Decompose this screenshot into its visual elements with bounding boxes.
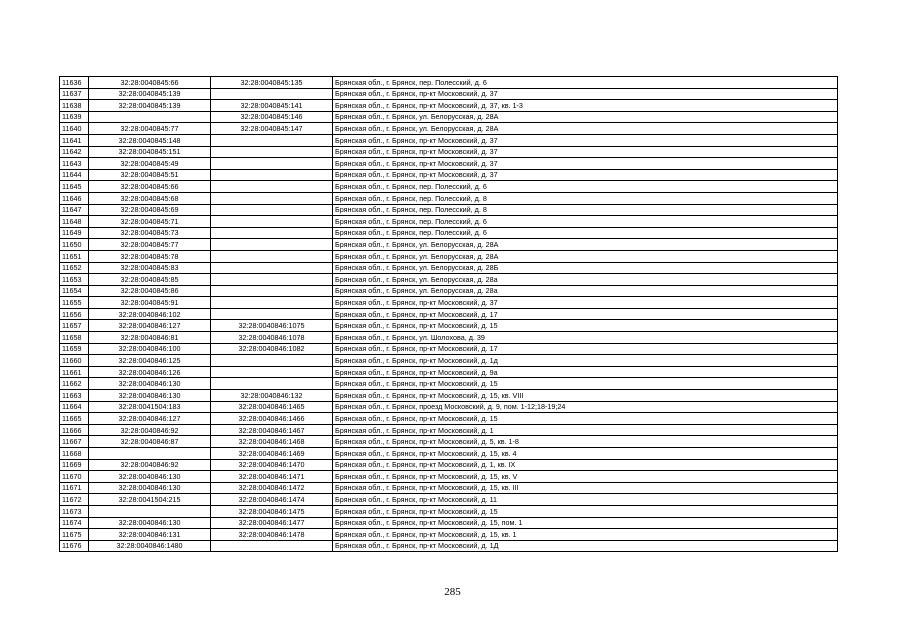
object-number-cell — [211, 181, 333, 193]
row-number-cell: 11665 — [60, 413, 89, 425]
address-cell: Брянская обл., г. Брянск, пер. Полесский, д. 6 — [333, 77, 838, 89]
cadastral-number-cell: 32:28:0040846:130 — [89, 378, 211, 390]
table-row — [60, 100, 838, 112]
table-row — [60, 401, 838, 413]
table-row — [60, 448, 838, 460]
object-number-cell — [211, 250, 333, 262]
address-cell: Брянская обл., г. Брянск, ул. Белорусская, д. 28а — [333, 274, 838, 286]
object-number-cell: 32:28:0040846:1468 — [211, 436, 333, 448]
cadastral-number-cell: 32:28:0040845:77 — [89, 123, 211, 135]
address-cell: Брянская обл., г. Брянск, пр-кт Московский, д. 37 — [333, 134, 838, 146]
object-number-cell: 32:28:0040846:1078 — [211, 332, 333, 344]
address-cell: Брянская обл., г. Брянск, пр-кт Московский, д. 15, кв. VIII — [333, 390, 838, 402]
row-number-cell: 11657 — [60, 320, 89, 332]
cadastral-number-cell: 32:28:0040845:86 — [89, 285, 211, 297]
cadastral-number-cell: 32:28:0040846:92 — [89, 424, 211, 436]
object-number-cell: 32:28:0040846:1477 — [211, 517, 333, 529]
row-number-cell: 11658 — [60, 332, 89, 344]
table-row — [60, 390, 838, 402]
table-row — [60, 227, 838, 239]
address-cell: Брянская обл., г. Брянск, пер. Полесский, д. 8 — [333, 204, 838, 216]
cadastral-number-cell: 32:28:0040846:130 — [89, 471, 211, 483]
address-cell: Брянская обл., г. Брянск, ул. Белорусская, д. 28А — [333, 123, 838, 135]
table-row — [60, 158, 838, 170]
table-row — [60, 343, 838, 355]
cadastral-number-cell — [89, 448, 211, 460]
object-number-cell: 32:28:0040846:1474 — [211, 494, 333, 506]
table-row — [60, 366, 838, 378]
row-number-cell: 11659 — [60, 343, 89, 355]
row-number-cell: 11661 — [60, 366, 89, 378]
table-row — [60, 146, 838, 158]
cadastral-number-cell: 32:28:0041504:215 — [89, 494, 211, 506]
object-number-cell: 32:28:0040846:1082 — [211, 343, 333, 355]
object-number-cell: 32:28:0040845:141 — [211, 100, 333, 112]
address-cell: Брянская обл., г. Брянск, пр-кт Московский, д. 17 — [333, 343, 838, 355]
object-number-cell — [211, 192, 333, 204]
object-number-cell — [211, 366, 333, 378]
table-row — [60, 378, 838, 390]
cadastral-number-cell: 32:28:0040845:73 — [89, 227, 211, 239]
table-row — [60, 355, 838, 367]
table-row — [60, 204, 838, 216]
object-number-cell — [211, 158, 333, 170]
register-table-body — [60, 77, 838, 552]
address-cell: Брянская обл., г. Брянск, проезд Московский, д. 9, пом. 1-12;18-19;24 — [333, 401, 838, 413]
object-number-cell: 32:28:0040845:146 — [211, 111, 333, 123]
register-table — [59, 76, 838, 552]
cadastral-number-cell: 32:28:0040846:130 — [89, 482, 211, 494]
table-row — [60, 181, 838, 193]
table-row — [60, 482, 838, 494]
table-row — [60, 285, 838, 297]
table-row — [60, 494, 838, 506]
cadastral-number-cell: 32:28:0040845:69 — [89, 204, 211, 216]
row-number-cell: 11667 — [60, 436, 89, 448]
table-row — [60, 123, 838, 135]
cadastral-number-cell: 32:28:0040846:130 — [89, 517, 211, 529]
table-row — [60, 436, 838, 448]
object-number-cell: 32:28:0040846:1471 — [211, 471, 333, 483]
cadastral-number-cell: 32:28:0040845:51 — [89, 169, 211, 181]
row-number-cell: 11666 — [60, 424, 89, 436]
table-row — [60, 459, 838, 471]
address-cell: Брянская обл., г. Брянск, пр-кт Московский, д. 17 — [333, 308, 838, 320]
row-number-cell: 11639 — [60, 111, 89, 123]
address-cell: Брянская обл., г. Брянск, пр-кт Московский, д. 1Д — [333, 540, 838, 552]
cadastral-number-cell: 32:28:0040846:126 — [89, 366, 211, 378]
cadastral-number-cell: 32:28:0040845:139 — [89, 88, 211, 100]
page-number: 285 — [444, 586, 461, 598]
row-number-cell: 11651 — [60, 250, 89, 262]
row-number-cell: 11672 — [60, 494, 89, 506]
cadastral-number-cell: 32:28:0040846:127 — [89, 320, 211, 332]
object-number-cell: 32:28:0040846:132 — [211, 390, 333, 402]
cadastral-number-cell: 32:28:0040845:148 — [89, 134, 211, 146]
address-cell: Брянская обл., г. Брянск, пр-кт Московский, д. 11 — [333, 494, 838, 506]
address-cell: Брянская обл., г. Брянск, пр-кт Московский, д. 15, пом. 1 — [333, 517, 838, 529]
cadastral-number-cell: 32:28:0040846:125 — [89, 355, 211, 367]
row-number-cell: 11649 — [60, 227, 89, 239]
address-cell: Брянская обл., г. Брянск, пр-кт Московский, д. 37 — [333, 146, 838, 158]
address-cell: Брянская обл., г. Брянск, пр-кт Московский, д. 15 — [333, 320, 838, 332]
address-cell: Брянская обл., г. Брянск, пр-кт Московский, д. 1, кв. IX — [333, 459, 838, 471]
row-number-cell: 11652 — [60, 262, 89, 274]
cadastral-number-cell: 32:28:0040845:83 — [89, 262, 211, 274]
table-row — [60, 274, 838, 286]
address-cell: Брянская обл., г. Брянск, пр-кт Московский, д. 37 — [333, 158, 838, 170]
cadastral-number-cell: 32:28:0040846:81 — [89, 332, 211, 344]
row-number-cell: 11637 — [60, 88, 89, 100]
row-number-cell: 11646 — [60, 192, 89, 204]
object-number-cell — [211, 169, 333, 181]
cadastral-number-cell: 32:28:0040846:1480 — [89, 540, 211, 552]
object-number-cell — [211, 134, 333, 146]
address-cell: Брянская обл., г. Брянск, пр-кт Московский, д. 37 — [333, 88, 838, 100]
row-number-cell: 11662 — [60, 378, 89, 390]
object-number-cell: 32:28:0040846:1470 — [211, 459, 333, 471]
table-row — [60, 332, 838, 344]
object-number-cell — [211, 540, 333, 552]
row-number-cell: 11654 — [60, 285, 89, 297]
object-number-cell: 32:28:0040846:1469 — [211, 448, 333, 460]
row-number-cell: 11668 — [60, 448, 89, 460]
cadastral-number-cell: 32:28:0040846:131 — [89, 529, 211, 541]
table-row — [60, 111, 838, 123]
address-cell: Брянская обл., г. Брянск, пр-кт Московский, д. 15 — [333, 378, 838, 390]
object-number-cell — [211, 274, 333, 286]
object-number-cell — [211, 227, 333, 239]
object-number-cell — [211, 285, 333, 297]
table-row — [60, 529, 838, 541]
table-row — [60, 320, 838, 332]
row-number-cell: 11664 — [60, 401, 89, 413]
address-cell: Брянская обл., г. Брянск, пр-кт Московский, д. 15, кв. V — [333, 471, 838, 483]
object-number-cell: 32:28:0040845:135 — [211, 77, 333, 89]
cadastral-number-cell — [89, 111, 211, 123]
row-number-cell: 11663 — [60, 390, 89, 402]
object-number-cell — [211, 308, 333, 320]
address-cell: Брянская обл., г. Брянск, ул. Белорусская, д. 28А — [333, 111, 838, 123]
table-row — [60, 424, 838, 436]
row-number-cell: 11647 — [60, 204, 89, 216]
object-number-cell — [211, 262, 333, 274]
address-cell: Брянская обл., г. Брянск, пр-кт Московский, д. 37, кв. 1-3 — [333, 100, 838, 112]
object-number-cell: 32:28:0040846:1465 — [211, 401, 333, 413]
cadastral-number-cell — [89, 505, 211, 517]
row-number-cell: 11673 — [60, 505, 89, 517]
address-cell: Брянская обл., г. Брянск, пр-кт Московский, д. 37 — [333, 297, 838, 309]
object-number-cell: 32:28:0040846:1472 — [211, 482, 333, 494]
table-row — [60, 540, 838, 552]
cadastral-number-cell: 32:28:0040846:92 — [89, 459, 211, 471]
cadastral-number-cell: 32:28:0040845:71 — [89, 216, 211, 228]
cadastral-number-cell: 32:28:0040845:49 — [89, 158, 211, 170]
address-cell: Брянская обл., г. Брянск, ул. Белорусская, д. 28Б — [333, 262, 838, 274]
table-row — [60, 169, 838, 181]
cadastral-number-cell: 32:28:0040845:66 — [89, 181, 211, 193]
object-number-cell — [211, 378, 333, 390]
address-cell: Брянская обл., г. Брянск, пер. Полесский, д. 6 — [333, 181, 838, 193]
table-row — [60, 77, 838, 89]
address-cell: Брянская обл., г. Брянск, ул. Белорусская, д. 28а — [333, 285, 838, 297]
row-number-cell: 11641 — [60, 134, 89, 146]
row-number-cell: 11648 — [60, 216, 89, 228]
table-row — [60, 308, 838, 320]
address-cell: Брянская обл., г. Брянск, пр-кт Московский, д. 37 — [333, 169, 838, 181]
cadastral-number-cell: 32:28:0040846:102 — [89, 308, 211, 320]
object-number-cell: 32:28:0040846:1475 — [211, 505, 333, 517]
object-number-cell — [211, 88, 333, 100]
cadastral-number-cell: 32:28:0041504:183 — [89, 401, 211, 413]
address-cell: Брянская обл., г. Брянск, пр-кт Московский, д. 15 — [333, 413, 838, 425]
object-number-cell — [211, 355, 333, 367]
address-cell: Брянская обл., г. Брянск, пр-кт Московский, д. 15 — [333, 505, 838, 517]
object-number-cell — [211, 146, 333, 158]
row-number-cell: 11660 — [60, 355, 89, 367]
cadastral-number-cell: 32:28:0040846:127 — [89, 413, 211, 425]
row-number-cell: 11671 — [60, 482, 89, 494]
object-number-cell — [211, 216, 333, 228]
object-number-cell — [211, 297, 333, 309]
cadastral-number-cell: 32:28:0040845:85 — [89, 274, 211, 286]
object-number-cell: 32:28:0040845:147 — [211, 123, 333, 135]
row-number-cell: 11650 — [60, 239, 89, 251]
object-number-cell: 32:28:0040846:1467 — [211, 424, 333, 436]
address-cell: Брянская обл., г. Брянск, пр-кт Московский, д. 1д — [333, 355, 838, 367]
table-row — [60, 517, 838, 529]
object-number-cell — [211, 239, 333, 251]
row-number-cell: 11674 — [60, 517, 89, 529]
address-cell: Брянская обл., г. Брянск, пер. Полесский, д. 6 — [333, 216, 838, 228]
row-number-cell: 11655 — [60, 297, 89, 309]
address-cell: Брянская обл., г. Брянск, пр-кт Московский, д. 15, кв. III — [333, 482, 838, 494]
row-number-cell: 11675 — [60, 529, 89, 541]
address-cell: Брянская обл., г. Брянск, ул. Белорусская, д. 28А — [333, 250, 838, 262]
cadastral-number-cell: 32:28:0040846:100 — [89, 343, 211, 355]
cadastral-number-cell: 32:28:0040846:130 — [89, 390, 211, 402]
table-row — [60, 505, 838, 517]
cadastral-number-cell: 32:28:0040845:91 — [89, 297, 211, 309]
cadastral-number-cell: 32:28:0040845:77 — [89, 239, 211, 251]
table-row — [60, 134, 838, 146]
address-cell: Брянская обл., г. Брянск, пр-кт Московский, д. 5, кв. 1-8 — [333, 436, 838, 448]
row-number-cell: 11645 — [60, 181, 89, 193]
address-cell: Брянская обл., г. Брянск, пер. Полесский, д. 6 — [333, 227, 838, 239]
object-number-cell: 32:28:0040846:1466 — [211, 413, 333, 425]
address-cell: Брянская обл., г. Брянск, пер. Полесский, д. 8 — [333, 192, 838, 204]
cadastral-number-cell: 32:28:0040846:87 — [89, 436, 211, 448]
address-cell: Брянская обл., г. Брянск, пр-кт Московский, д. 9а — [333, 366, 838, 378]
table-row — [60, 239, 838, 251]
cadastral-number-cell: 32:28:0040845:68 — [89, 192, 211, 204]
object-number-cell: 32:28:0040846:1478 — [211, 529, 333, 541]
table-row — [60, 216, 838, 228]
object-number-cell: 32:28:0040846:1075 — [211, 320, 333, 332]
table-row — [60, 192, 838, 204]
address-cell: Брянская обл., г. Брянск, пр-кт Московский, д. 1 — [333, 424, 838, 436]
cadastral-number-cell: 32:28:0040845:66 — [89, 77, 211, 89]
table-row — [60, 262, 838, 274]
address-cell: Брянская обл., г. Брянск, ул. Белорусская, д. 28А — [333, 239, 838, 251]
row-number-cell: 11640 — [60, 123, 89, 135]
row-number-cell: 11642 — [60, 146, 89, 158]
address-cell: Брянская обл., г. Брянск, пр-кт Московский, д. 15, кв. 1 — [333, 529, 838, 541]
table-row — [60, 297, 838, 309]
row-number-cell: 11676 — [60, 540, 89, 552]
cadastral-number-cell: 32:28:0040845:139 — [89, 100, 211, 112]
object-number-cell — [211, 204, 333, 216]
row-number-cell: 11636 — [60, 77, 89, 89]
cadastral-number-cell: 32:28:0040845:78 — [89, 250, 211, 262]
table-row — [60, 250, 838, 262]
row-number-cell: 11653 — [60, 274, 89, 286]
cadastral-number-cell: 32:28:0040845:151 — [89, 146, 211, 158]
row-number-cell: 11669 — [60, 459, 89, 471]
row-number-cell: 11638 — [60, 100, 89, 112]
address-cell: Брянская обл., г. Брянск, ул. Шолохова, д. 39 — [333, 332, 838, 344]
row-number-cell: 11644 — [60, 169, 89, 181]
row-number-cell: 11643 — [60, 158, 89, 170]
table-row — [60, 471, 838, 483]
table-row — [60, 88, 838, 100]
row-number-cell: 11670 — [60, 471, 89, 483]
row-number-cell: 11656 — [60, 308, 89, 320]
table-row — [60, 413, 838, 425]
address-cell: Брянская обл., г. Брянск, пр-кт Московский, д. 15, кв. 4 — [333, 448, 838, 460]
